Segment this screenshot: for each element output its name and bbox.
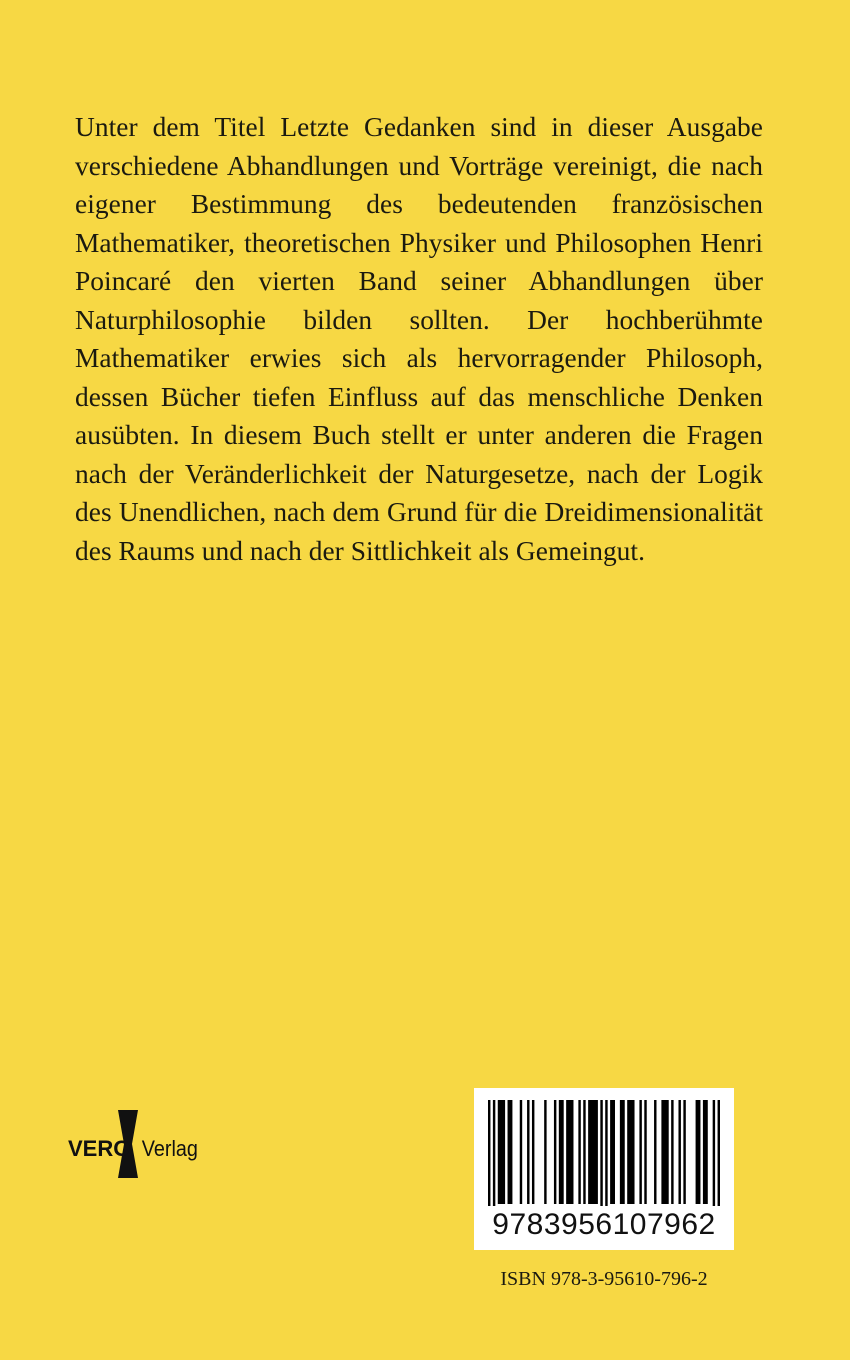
barcode-bar-11 (578, 1100, 580, 1204)
barcode-bar-12 (583, 1100, 585, 1204)
barcode-bar-26 (696, 1100, 701, 1204)
barcode-bar-18 (627, 1100, 634, 1204)
barcode-bar-20 (644, 1100, 646, 1204)
barcode-bar-10 (566, 1100, 573, 1204)
barcode-bars (488, 1100, 720, 1206)
barcode-bar-5 (527, 1100, 529, 1204)
barcode-bar-15 (605, 1100, 607, 1206)
barcode-bar-3 (508, 1100, 513, 1204)
barcode-bar-29 (718, 1100, 720, 1206)
barcode-bar-17 (620, 1100, 625, 1204)
isbn-barcode (474, 1088, 734, 1250)
barcode-bar-28 (713, 1100, 715, 1206)
barcode-bar-19 (639, 1100, 641, 1204)
barcode-bar-16 (610, 1100, 615, 1204)
logo-vero-text: VERO (68, 1136, 131, 1161)
barcode-bar-27 (703, 1100, 708, 1204)
barcode-bar-8 (554, 1100, 556, 1204)
barcode-bar-7 (544, 1100, 546, 1204)
barcode-bar-0 (488, 1100, 490, 1206)
barcode-bar-21 (654, 1100, 656, 1204)
barcode-bar-1 (493, 1100, 495, 1206)
barcode-bar-25 (683, 1100, 685, 1204)
barcode-bar-6 (532, 1100, 534, 1204)
logo-verlag-text: Verlag (141, 1137, 198, 1162)
barcode-bar-9 (559, 1100, 564, 1204)
barcode-digits: 9783956107962 (492, 1208, 716, 1241)
barcode-bar-4 (520, 1100, 522, 1204)
vero-verlag-logo (68, 1104, 218, 1184)
barcode-bar-13 (588, 1100, 598, 1204)
barcode-bar-24 (678, 1100, 680, 1204)
isbn-text: ISBN 978-3-95610-796-2 (500, 1268, 708, 1290)
barcode-bar-2 (498, 1100, 505, 1204)
barcode-bar-14 (600, 1100, 602, 1206)
barcode-bar-22 (661, 1100, 668, 1204)
back-cover-blurb (75, 108, 763, 570)
blurb-text: Unter dem Titel Letzte Gedanken sind in dieser Ausgabe verschiedene Abhandlungen und Vorträge vereinigt, die nach eigener Bestimmung des bedeutenden französischen Mathematiker, theoretischen Physiker und Philosophen Henri Poincaré den vierten Band seiner Abhandlungen über Naturphilosophie bilden sollten. Der hochberühmte Mathematiker erwies sich als hervorragender Philosoph, dessen Bücher tiefen Einfluss auf das menschliche Denken ausübten. In diesem Buch stellt er unter anderen die Fragen nach der Veränderlichkeit der Naturgesetze, nach der Logik des Unendlichen, nach dem Grund für die Dreidimensionalität des Raums und nach der Sittlichkeit als Gemeingut. (75, 112, 763, 566)
barcode-bar-23 (671, 1100, 673, 1204)
